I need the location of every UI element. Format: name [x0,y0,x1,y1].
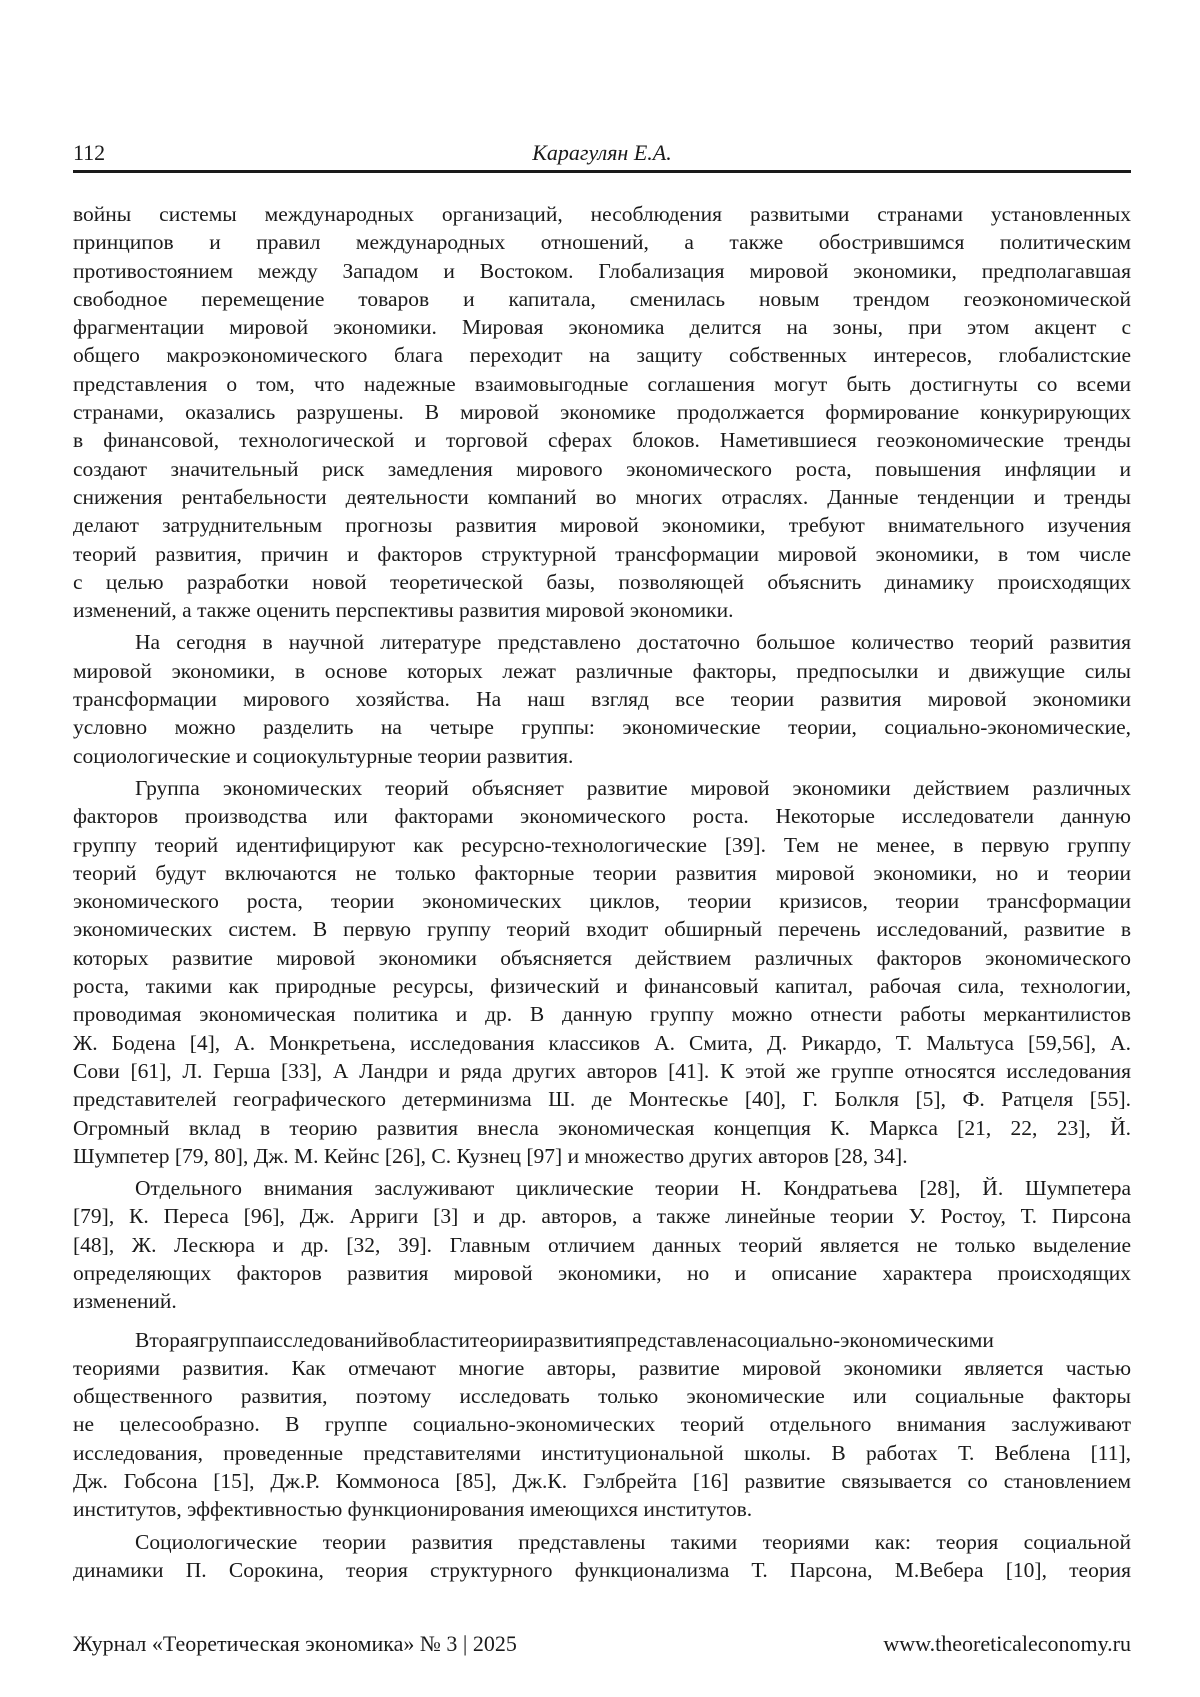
text-line: факторов производства или факторами экономического роста. Некоторые исследователи данную [73,802,1131,830]
text-line: Сови [61], Л. Герша [33], А Ландри и ряда других авторов [41]. К этой же группе относятся исследования [73,1057,1131,1085]
header-rule [73,170,1131,173]
text-line: исследования, проведенные представителями институциональной школы. В работах Т. Веблена [11], [73,1439,1131,1467]
text-line: Огромный вклад в теорию развития внесла экономическая концепция К. Маркса [21, 22, 23], Й. [73,1114,1131,1142]
text-line: в финансовой, технологической и торговой сферах блоков. Наметившиеся геоэкономические тренды [73,426,1131,454]
article-body [73,200,1131,1584]
text-line: принципов и правил международных отношений, а также обострившимся политическим [73,228,1131,256]
text-line: странами, оказались разрушены. В мировой экономике продолжается формирование конкурирующих [73,398,1131,426]
text-line: с целью разработки новой теоретической базы, позволяющей объяснить динамику происходящих [73,568,1131,596]
text-line: институтов, эффективностью функционирования имеющихся институтов. [73,1495,1131,1523]
text-line: Социологические теории развития представлены такими теориями как: теория социальной [73,1528,1131,1556]
text-line: теорий будут включаются не только факторные теории развития мировой экономики, но и теории [73,859,1131,887]
header-author: Карагулян Е.А. [73,140,1131,166]
paragraph [73,1174,1131,1315]
text-line: Дж. Гобсона [15], Дж.Р. Коммоноса [85], Дж.К. Гэлбрейта [16] развитие связывается со становлением [73,1467,1131,1495]
text-line: Группа экономических теорий объясняет развитие мировой экономики действием различных [73,774,1131,802]
text-line: свободное перемещение товаров и капитала, сменилась новым трендом геоэкономической [73,285,1131,313]
text-line: проводимая экономическая политика и др. В данную группу можно отнести работы меркантилистов [73,1000,1131,1028]
text-line: снижения рентабельности деятельности компаний во многих отраслях. Данные тенденции и тренды [73,483,1131,511]
text-line: [48], Ж. Лескюра и др. [32, 39]. Главным отличием данных теорий является не только выделение [73,1231,1131,1259]
paragraph [73,1326,1131,1524]
text-line: войны системы международных организаций, несоблюдения развитыми странами установленных [73,200,1131,228]
text-line: трансформации мирового хозяйства. На наш взгляд все теории развития мировой экономики [73,685,1131,713]
text-line: делают затруднительным прогнозы развития мировой экономики, требуют внимательного изучения [73,511,1131,539]
text-line: представителей географического детерминизма Ш. де Монтескье [40], Г. Болкля [5], Ф. Ратцеля [55]. [73,1085,1131,1113]
paragraph [73,200,1131,624]
text-line: изменений, а также оценить перспективы развития мировой экономики. [73,596,1131,624]
text-line: динамики П. Сорокина, теория структурного функционализма Т. Парсона, М.Вебера [10], теория [73,1556,1131,1584]
text-line: Ж. Бодена [4], А. Монкретьена, исследования классиков А. Смита, Д. Рикардо, Т. Мальтуса [59,56], А. [73,1029,1131,1057]
text-line: мировой экономики, в основе которых лежат различные факторы, предпосылки и движущие силы [73,657,1131,685]
text-line: представления о том, что надежные взаимовыгодные соглашения могут быть достигнуты со всеми [73,370,1131,398]
text-line: Шумпетер [79, 80], Дж. М. Кейнс [26], С. Кузнец [97] и множество других авторов [28, 34]. [73,1142,1131,1170]
text-line: роста, такими как природные ресурсы, физический и финансовый капитал, рабочая сила, технологии, [73,972,1131,1000]
text-line: теориями развития. Как отмечают многие авторы, развитие мировой экономики является частью [73,1354,1131,1382]
text-line: группу теорий идентифицируют как ресурсно-технологические [39]. Тем не менее, в первую группу [73,831,1131,859]
text-line: теорий развития, причин и факторов структурной трансформации мировой экономики, в том числе [73,540,1131,568]
text-line: условно можно разделить на четыре группы: экономические теории, социально-экономические, [73,713,1131,741]
text-line: Отдельного внимания заслуживают циклические теории Н. Кондратьева [28], Й. Шумпетера [73,1174,1131,1202]
text-line: социологические и социокультурные теории развития. [73,742,1131,770]
text-line: экономических систем. В первую группу теорий входит обширный перечень исследований, развитие в [73,915,1131,943]
text-line: общего макроэкономического блага переходит на защиту собственных интересов, глобалистские [73,341,1131,369]
text-line: не целесообразно. В группе социально-экономических теорий отдельного внимания заслуживают [73,1410,1131,1438]
paragraph [73,628,1131,769]
text-line: изменений. [73,1287,1131,1315]
paragraph [73,774,1131,1170]
text-line: фрагментации мировой экономики. Мировая экономика делится на зоны, при этом акцент с [73,313,1131,341]
text-line: [79], К. Переса [96], Дж. Арриги [3] и др. авторов, а также линейные теории У. Ростоу, Т. Пирсона [73,1202,1131,1230]
journal-website[interactable]: www.theoreticaleconomy.ru [883,1631,1131,1657]
text-line: На сегодня в научной литературе представлено достаточно большое количество теорий развития [73,628,1131,656]
text-line: общественного развития, поэтому исследовать только экономические или социальные факторы [73,1382,1131,1410]
running-footer [73,1631,1131,1659]
text-line: экономического роста, теории экономических циклов, теории кризисов, теории трансформации [73,887,1131,915]
text-line: Втораягруппаисследованийвобластитеорииразвитияпредставленасоциально-экономическими [73,1326,1131,1354]
journal-info: Журнал «Теоретическая экономика» № 3 | 2025 [73,1631,517,1657]
running-header [73,140,1131,168]
text-line: противостоянием между Западом и Востоком. Глобализация мировой экономики, предполагавшая [73,257,1131,285]
paragraph [73,1528,1131,1585]
text-line: которых развитие мировой экономики объясняется действием различных факторов экономического [73,944,1131,972]
text-line: создают значительный риск замедления мирового экономического роста, повышения инфляции и [73,455,1131,483]
text-line: определяющих факторов развития мировой экономики, но и описание характера происходящих [73,1259,1131,1287]
page-number: 112 [73,140,105,166]
